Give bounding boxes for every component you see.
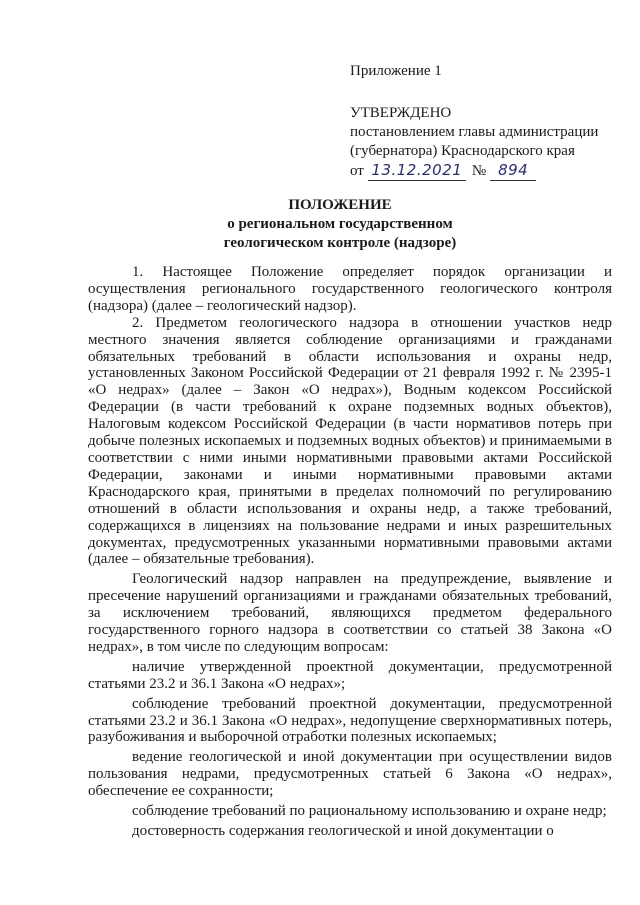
approval-line-1: постановлением главы администрации: [350, 124, 599, 140]
paragraph-6: ведение геологической и иной документации при осуществлении видов пользования недрами, предусмотренных статьей 6 Закона «О недрах», обеспечение ее сохранности;: [88, 749, 612, 800]
title-line-3: геологическом контроле (надзоре): [223, 235, 457, 251]
paragraph-1: 1. Настоящее Положение определяет порядок организации и осуществления регионального государственного геологического контроля (надзора) (далее – геологический надзор).: [88, 264, 612, 314]
paragraph-4: наличие утвержденной проектной документации, предусмотренной статьями 23.2 и 36.1 Закона «О недрах»;: [88, 658, 612, 692]
title-line-2: о региональном государственном: [227, 216, 453, 232]
paragraph-5: соблюдение требований проектной документации, предусмотренной статьями 23.2 и 36.1 Закона «О недрах», недопущение сверхнормативных потерь, разубоживания и выборочной отработки полезных ископаемых;: [88, 695, 612, 746]
approval-line-2: (губернатора) Краснодарского края: [350, 143, 575, 159]
number-label: №: [471, 163, 487, 179]
document-title: [120, 196, 560, 253]
paragraph-8: достоверность содержания геологической и иной документации о: [132, 823, 554, 839]
from-label: от: [350, 163, 364, 179]
approval-block: [350, 62, 620, 181]
title-main: ПОЛОЖЕНИЕ: [288, 197, 392, 213]
paragraph-2: 2. Предметом геологического надзора в отношении участков недр местного значения является соблюдение организациями и гражданами обязательных требований в области использования и охраны недр, установленных Законом Российской Федерации от 21 февраля 1992 г. № 2395-1 «О недрах» (далее – Закон «О недрах»), Водным кодексом Российской Федерации (в части требований к охране подземных водных объектов), Налоговым кодексом Российской Федерации (в части нормативов потерь при добыче полезных ископаемых и подземных водных объектов) и принимаемыми в соответствии с ними иными нормативными правовыми актами Российской Федерации, законами и иными нормативными правовыми актами Краснодарского края, принятыми в пределах полномочий по регулированию отношений в области использования и охраны недр, а также требований, содержащихся в лицензиях на пользование недрами и иных разрешительных документах, предусмотренных указанными нормативными правовыми актами (далее – обязательные требования).: [88, 314, 612, 568]
handwritten-date: 13.12.2021: [368, 161, 466, 181]
approval-date-line: [350, 161, 620, 181]
paragraph-7: соблюдение требований по рациональному использованию и охране недр;: [132, 803, 607, 820]
handwritten-number: 894: [490, 161, 536, 181]
document-body: [88, 264, 612, 840]
approved-stamp: УТВЕРЖДЕНО: [350, 105, 452, 121]
paragraph-3: Геологический надзор направлен на предупреждение, выявление и пресечение нарушений организациями и гражданами обязательных требований, за исключением требований, являющихся предметом федерального государственного горного надзора в соответствии со статьей 38 Закона «О недрах», в том числе по следующим вопросам:: [88, 571, 612, 655]
annex-label: Приложение 1: [350, 63, 442, 79]
